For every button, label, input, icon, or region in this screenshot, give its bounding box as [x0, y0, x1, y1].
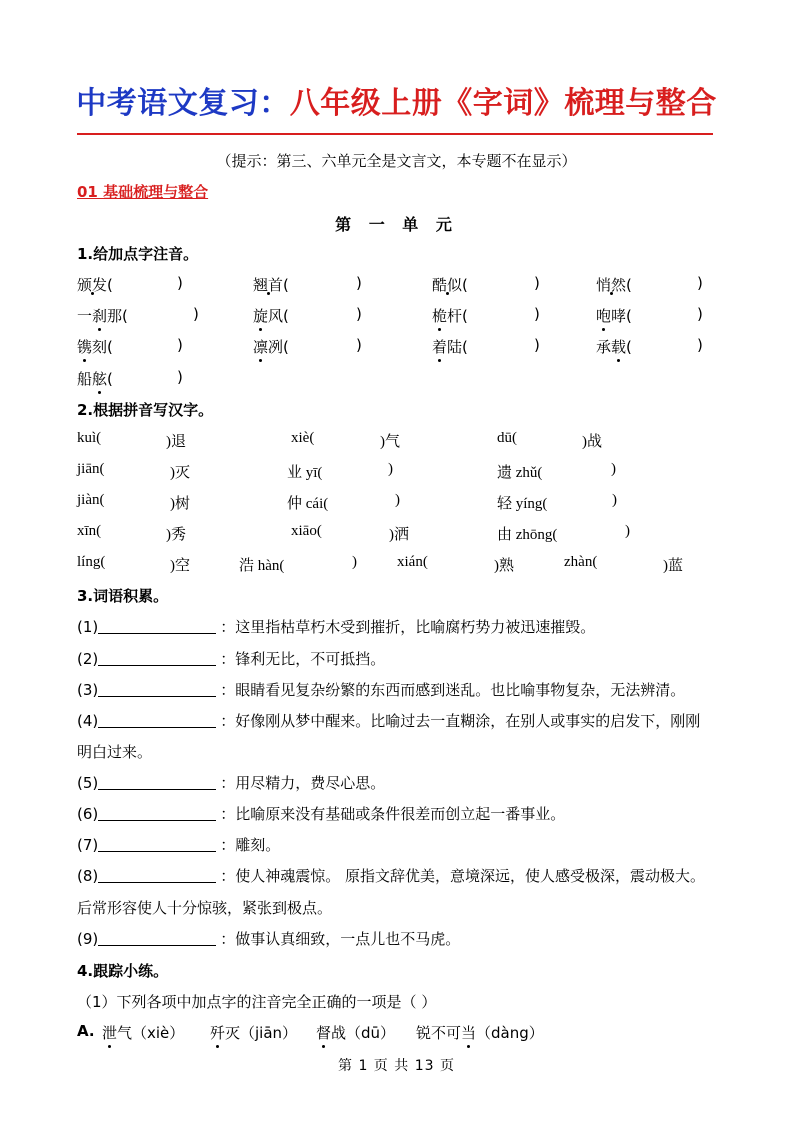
q4-option-a[interactable]	[0, 1022, 793, 1046]
q1-paren-close: )	[177, 274, 183, 292]
q4-heading: 4.跟踪小练。	[77, 962, 169, 980]
q2-pinyin: 轻 yíng(	[497, 496, 548, 512]
q1-term: 咆哮(	[596, 307, 632, 325]
q2-row	[0, 430, 793, 454]
q1-term: 凛冽(	[253, 338, 289, 356]
q2-pinyin: kuì(	[77, 430, 102, 446]
q1-paren-close: )	[177, 368, 183, 386]
page-footer: 第 1 页 共 13 页	[338, 1058, 455, 1074]
q2-row	[0, 554, 793, 578]
q2-pinyin: xīn(	[77, 523, 102, 539]
q3-heading: 3.词语积累。	[77, 587, 169, 605]
hint-text: （提示：第三、六单元全是文言文，本专题不在显示）	[216, 152, 577, 170]
q1-term: 船舷(	[77, 370, 113, 388]
q2-pinyin: 业 yī(	[287, 465, 323, 481]
answer-blank[interactable]	[98, 682, 216, 697]
q3-item-continuation: 明白过来。	[77, 743, 153, 761]
q2-answer-close: )气	[380, 434, 400, 450]
q2-heading: 2.根据拼音写汉字。	[77, 401, 214, 419]
q2-pinyin: xiè(	[291, 430, 315, 446]
q2-pinyin: xián(	[397, 554, 428, 570]
q1-heading: 1.给加点字注音。	[77, 245, 199, 263]
unit-heading: 第 一 单 元	[335, 215, 458, 234]
q1-term: 悄然(	[596, 276, 632, 294]
q3-item: (6) ：比喻原来没有基础或条件很差而创立起一番事业。	[77, 805, 566, 823]
q2-answer-close: )	[611, 461, 616, 477]
answer-blank[interactable]	[98, 931, 216, 946]
q2-answer-close: )空	[170, 558, 190, 574]
q3-item: (4) ：好像刚从梦中醒来。比喻过去一直糊涂，在别人或事实的启发下，刚刚	[77, 712, 701, 730]
answer-blank[interactable]	[98, 868, 216, 883]
option-term: 督战（dū）	[316, 1024, 396, 1042]
title-part-red: 八年级上册《字词》梳理与整合	[289, 86, 717, 121]
title-divider	[77, 133, 713, 135]
q1-row	[0, 336, 793, 360]
q2-answer-close: )熟	[494, 558, 514, 574]
q1-term: 承载(	[596, 338, 632, 356]
q2-pinyin: 浩 hàn(	[239, 558, 285, 574]
q3-item-continuation: 后常形容使人十分惊骇，紧张到极点。	[77, 899, 333, 917]
q2-answer-close: )蓝	[663, 558, 683, 574]
option-term: 歼灭（jiān）	[210, 1024, 298, 1042]
q1-term: 桅杆(	[432, 307, 468, 325]
q2-pinyin: 仲 cái(	[287, 496, 329, 512]
q1-paren-close: )	[534, 305, 540, 323]
q2-answer-close: )秀	[166, 527, 186, 543]
q2-pinyin: líng(	[77, 554, 106, 570]
q1-paren-close: )	[534, 336, 540, 354]
q2-row	[0, 461, 793, 485]
answer-blank[interactable]	[98, 837, 216, 852]
q2-pinyin: xiāo(	[291, 523, 322, 539]
q1-term: 着陆(	[432, 338, 468, 356]
q1-paren-close: )	[697, 305, 703, 323]
q2-pinyin: jiàn(	[77, 492, 105, 508]
q1-term: 翘首(	[253, 276, 289, 294]
q1-row	[0, 305, 793, 329]
answer-blank[interactable]	[98, 651, 216, 666]
q2-answer-close: )	[625, 523, 630, 539]
q1-row	[0, 274, 793, 298]
q2-row	[0, 523, 793, 547]
q3-item: (3) ：眼睛看见复杂纷繁的东西而感到迷乱。也比喻事物复杂，无法辨清。	[77, 681, 686, 699]
q2-pinyin: 遗 zhǔ(	[497, 465, 543, 481]
answer-blank[interactable]	[98, 775, 216, 790]
option-term: 泄气（xiè）	[102, 1024, 185, 1042]
q1-paren-close: )	[356, 274, 362, 292]
q3-item: (9) ：做事认真细致，一点儿也不马虎。	[77, 930, 461, 948]
q1-paren-close: )	[697, 336, 703, 354]
answer-blank[interactable]	[98, 806, 216, 821]
q1-term: 镌刻(	[77, 338, 113, 356]
q2-answer-close: )	[395, 492, 400, 508]
section-heading: 01 基础梳理与整合	[77, 183, 209, 201]
page-title	[0, 78, 793, 122]
q2-pinyin: dū(	[497, 430, 517, 446]
q2-answer-close: )树	[170, 496, 190, 512]
q2-answer-close: )	[612, 492, 617, 508]
q2-pinyin: jiān(	[77, 461, 105, 477]
q3-item: (1) ：这里指枯草朽木受到摧折，比喻腐朽势力被迅速摧毁。	[77, 618, 596, 636]
q1-paren-close: )	[177, 336, 183, 354]
q1-row	[0, 368, 793, 392]
option-label: A.	[77, 1022, 95, 1040]
q1-term: 一刹那(	[77, 307, 128, 325]
q3-item: (8) ：使人神魂震惊。 原指文辞优美，意境深远，使人感受极深，震动极大。	[77, 867, 706, 885]
q1-term: 颁发(	[77, 276, 113, 294]
q2-answer-close: )灭	[170, 465, 190, 481]
q1-paren-close: )	[697, 274, 703, 292]
q2-answer-close: )洒	[389, 527, 409, 543]
q3-item: (2) ：锋利无比，不可抵挡。	[77, 650, 386, 668]
answer-blank[interactable]	[98, 713, 216, 728]
q3-item: (7) ：雕刻。	[77, 836, 281, 854]
q1-paren-close: )	[356, 336, 362, 354]
q1-paren-close: )	[356, 305, 362, 323]
option-term: 锐不可当（dàng）	[416, 1024, 544, 1042]
q2-pinyin: 由 zhōng(	[497, 527, 558, 543]
q2-row	[0, 492, 793, 516]
q2-answer-close: )	[388, 461, 393, 477]
q2-pinyin: zhàn(	[564, 554, 598, 570]
title-part-blue: 中考语文复习：	[76, 86, 290, 121]
q2-answer-close: )退	[166, 434, 186, 450]
q2-answer-close: )	[352, 554, 357, 570]
q1-term: 酷似(	[432, 276, 468, 294]
q2-answer-close: )战	[582, 434, 602, 450]
q1-paren-close: )	[534, 274, 540, 292]
q3-item: (5) ：用尽精力，费尽心思。	[77, 774, 386, 792]
q1-paren-close: )	[193, 305, 199, 323]
answer-blank[interactable]	[98, 619, 216, 634]
q4-subquestion: （1）下列各项中加点字的注音完全正确的一项是（ ）	[77, 993, 437, 1011]
q1-term: 旋风(	[253, 307, 289, 325]
